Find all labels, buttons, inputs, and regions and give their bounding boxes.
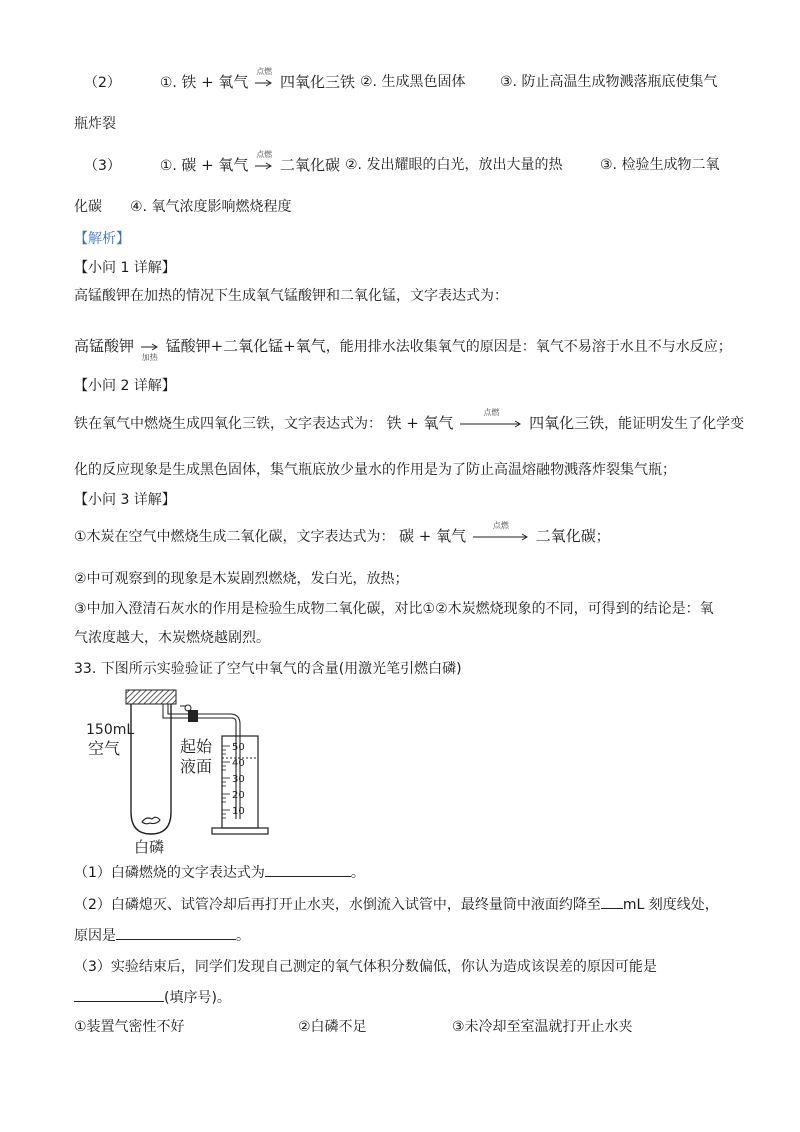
part-2-reason-end: 。 [236,928,250,944]
answer-3-number: （3） [84,158,121,174]
answer-3-option-4: ④. 氧气浓度影响燃烧程度 [130,199,292,215]
analysis-s3-after: ； [595,529,610,545]
reaction-condition: 点燃 [492,521,509,530]
answer-2-option-3-cont: 瓶炸裂 [74,116,116,132]
equation-right: 二氧化碳 [279,156,340,174]
scale-label-30: 30 [232,774,245,785]
analysis-s1-title: 【小问 1 详解】 [74,260,176,276]
air-label: 空气 [88,739,121,758]
equation-left: 碳 + 氧气 [181,156,249,174]
analysis-s1-text: 高锰酸钾在加热的情况下生成氧气锰酸钾和二氧化锰，文字表达式为： [74,288,508,304]
analysis-heading: 【解析】 [74,231,130,247]
scale-label-50: 50 [232,742,245,753]
answer-3-option-2: ②. 发出耀眼的白光，放出大量的热 [345,157,563,173]
answer-2-option-2: ②. 生成黑色固体 [360,74,466,90]
reaction-condition: 点燃 [256,67,273,76]
answer-3-option-3: ③. 检验生成物二氧 [600,157,720,173]
scale-label-20: 20 [232,790,245,801]
part-1-text: （1）白磷燃烧的文字表达式为 [74,865,265,881]
analysis-s2-title: 【小问 2 详解】 [74,378,176,394]
answer-2-number: （2） [84,75,121,91]
analysis-s2-line2: 化的反应现象是生成黑色固体，集气瓶底放少量水的作用是为了防止高温熔融物溅落炸裂集气瓶； [74,462,676,478]
analysis-s1-after: ，能用排水法收集氧气的原因是：氧气不易溶于水且不与水反应； [325,339,732,355]
question-33-part-2-reason [74,925,250,946]
test-tube [131,704,171,834]
equation-left: 碳 + 氧气 [399,527,467,545]
reaction-arrow [255,150,273,176]
option-1: ①装置气密性不好 [74,1019,185,1035]
answer-2-line [84,67,355,93]
reaction-arrow [473,521,529,547]
analysis-s1-equation-line [74,336,732,362]
part-3-hint: (填序号)。 [164,990,231,1006]
analysis-s3-text: ①木炭在空气中燃烧生成二氧化碳，文字表达式为： [74,529,395,545]
reaction-arrow [460,408,522,434]
equation-right: 锰酸钾+二氧化锰+氧气 [165,337,326,355]
scale-label-10: 10 [232,806,245,817]
part-2-unit: mL 刻度线处， [622,897,719,913]
part-2-reason-text: 原因是 [74,928,116,944]
analysis-s2-after: ，能证明发生了化学变 [604,416,745,432]
answer-2-equation [181,67,355,93]
answer-3-equation [181,150,340,176]
reaction-arrow [141,337,159,362]
answer-2-option-1-prefix: ①. [159,75,177,91]
equation-left: 高锰酸钾 [74,337,135,355]
analysis-s2-text: 铁在氧气中燃烧生成四氧化三铁，文字表达式为： [74,416,382,432]
analysis-s1-equation [74,336,326,362]
answer-3-line [84,150,340,176]
scale-label-40: 40 [232,758,245,769]
analysis-s2-line [74,408,745,434]
start-level-label-1: 起始 [180,737,213,756]
water-clamp [188,710,198,722]
analysis-s3-line2: ②中可观察到的现象是木炭剧烈燃烧，发白光，放热； [74,571,409,587]
equation-right: 二氧化碳 [535,527,596,545]
reaction-condition: 点燃 [483,408,500,417]
experiment-figure [84,684,284,854]
analysis-s3-line3: ③中加入澄清石灰水的作用是检验生成物二氧化碳，对比①②木炭燃烧现象的不同，可得到的结论是：氧 [74,601,714,617]
question-33-part-1 [74,862,365,883]
reaction-condition: 加热 [141,353,158,362]
equation-right: 四氧化三铁 [529,414,605,432]
analysis-s3-equation [399,521,596,547]
reaction-condition: 点燃 [256,150,273,159]
answer-3-option-3-cont: 化碳 [74,199,102,215]
question-33-part-3: （3）实验结束后，同学们发现自己测定的氧气体积分数偏低，你认为造成该误差的原因可能是 [74,959,657,975]
analysis-s2-equation [386,408,605,434]
question-33-part-3-blank-line [74,987,231,1008]
option-3: ③未冷却至室温就打开止水夹 [452,1019,633,1035]
air-volume-label: 150mL [86,722,135,738]
equation-right: 四氧化三铁 [279,73,355,91]
analysis-s3-line4: 气浓度越大，木炭燃烧越剧烈。 [74,630,270,646]
answer-3-option-1-prefix: ①. [159,158,177,174]
answer-blank-1[interactable] [265,862,351,877]
analysis-s3-line [74,521,610,547]
answer-blank-3[interactable] [116,925,236,940]
part-1-end: 。 [350,865,365,881]
equation-left: 铁 + 氧气 [181,73,249,91]
question-33-part-2 [74,894,719,915]
white-phosphorus-label: 白磷 [134,838,165,854]
question-33-stem: 33. 下图所示实验验证了空气中氧气的含量(用激光笔引燃白磷) [74,661,462,677]
start-level-label-2: 液面 [180,757,213,776]
rubber-stopper [126,690,176,704]
answer-2-option-3: ③. 防止高温生成物溅落瓶底使集气 [500,74,718,90]
part-2-text: （2）白磷熄灭、试管冷却后再打开止水夹，水倒流入试管中，最终量筒中液面约降至 [74,897,601,913]
white-phosphorus-sample [142,817,160,824]
analysis-s3-title: 【小问 3 详解】 [74,492,176,508]
answer-blank-2[interactable] [601,894,623,909]
reaction-arrow [255,67,273,93]
answer-blank-4[interactable] [74,987,164,1002]
option-2: ②白磷不足 [298,1019,367,1035]
equation-left: 铁 + 氧气 [386,414,454,432]
